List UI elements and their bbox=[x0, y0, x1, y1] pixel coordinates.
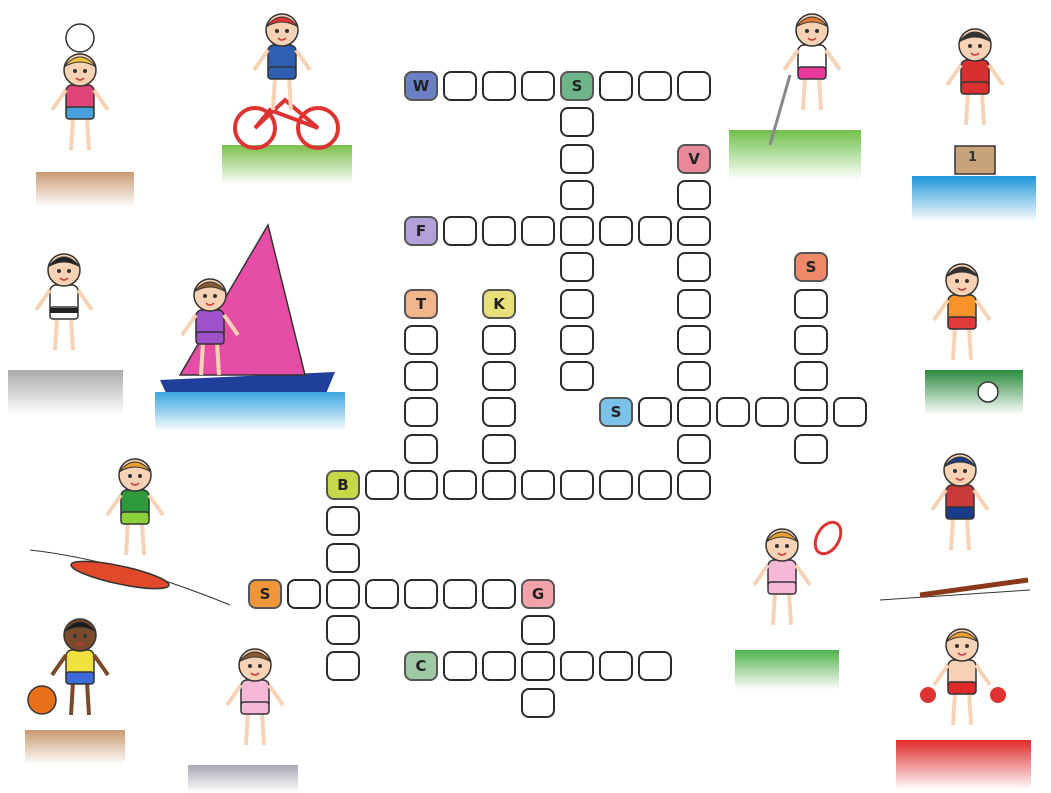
crossword-cell[interactable] bbox=[404, 325, 438, 355]
crossword-cell[interactable] bbox=[794, 289, 828, 319]
crossword-cell[interactable] bbox=[443, 651, 477, 681]
ice-skater-icon bbox=[188, 649, 298, 793]
crossword-cell[interactable] bbox=[560, 470, 594, 500]
crossword-cell[interactable] bbox=[287, 579, 321, 609]
crossword-cell[interactable] bbox=[482, 651, 516, 681]
crossword-cell[interactable] bbox=[560, 144, 594, 174]
clue-start-cell-w-across-top[interactable]: W bbox=[404, 71, 438, 101]
crossword-cell[interactable] bbox=[638, 71, 672, 101]
crossword-cell[interactable] bbox=[638, 397, 672, 427]
crossword-cell[interactable] bbox=[326, 543, 360, 573]
crossword-cell[interactable] bbox=[482, 325, 516, 355]
crossword-cell[interactable] bbox=[326, 651, 360, 681]
podium-label: 1 bbox=[968, 150, 978, 165]
crossword-cell[interactable] bbox=[521, 71, 555, 101]
crossword-cell[interactable] bbox=[638, 216, 672, 246]
crossword-cell[interactable] bbox=[677, 434, 711, 464]
crossword-cell[interactable] bbox=[404, 397, 438, 427]
clue-start-cell-f-across[interactable]: F bbox=[404, 216, 438, 246]
skier-icon bbox=[880, 454, 1030, 600]
crossword-cell[interactable] bbox=[560, 289, 594, 319]
crossword-cell[interactable] bbox=[482, 434, 516, 464]
volleyball-player-icon bbox=[36, 24, 134, 207]
crossword-cell[interactable] bbox=[404, 361, 438, 391]
clue-start-cell-s-across-middle[interactable]: S bbox=[599, 397, 633, 427]
crossword-cell[interactable] bbox=[482, 71, 516, 101]
crossword-cell[interactable] bbox=[521, 651, 555, 681]
crossword-cell[interactable] bbox=[560, 361, 594, 391]
crossword-cell[interactable] bbox=[326, 506, 360, 536]
cyclist-icon bbox=[222, 14, 352, 185]
crossword-cell[interactable] bbox=[794, 397, 828, 427]
crossword-cell[interactable] bbox=[560, 107, 594, 137]
windsurfer-icon bbox=[155, 225, 345, 432]
crossword-cell[interactable] bbox=[794, 361, 828, 391]
clue-start-cell-c-across[interactable]: C bbox=[404, 651, 438, 681]
crossword-cell[interactable] bbox=[677, 216, 711, 246]
crossword-cell[interactable] bbox=[677, 361, 711, 391]
crossword-cell[interactable] bbox=[599, 651, 633, 681]
clue-start-cell-v-down[interactable]: V bbox=[677, 144, 711, 174]
crossword-cell[interactable] bbox=[794, 434, 828, 464]
crossword-cell[interactable] bbox=[521, 470, 555, 500]
crossword-cell[interactable] bbox=[560, 252, 594, 282]
crossword-cell[interactable] bbox=[443, 579, 477, 609]
clue-start-cell-s-across-lower[interactable]: S bbox=[248, 579, 282, 609]
crossword-cell[interactable] bbox=[443, 71, 477, 101]
crossword-cell[interactable] bbox=[482, 470, 516, 500]
crossword-cell[interactable] bbox=[716, 397, 750, 427]
crossword-cell[interactable] bbox=[638, 651, 672, 681]
crossword-cell[interactable] bbox=[677, 397, 711, 427]
clue-start-cell-s-down-center[interactable]: S bbox=[560, 71, 594, 101]
crossword-cell[interactable] bbox=[482, 397, 516, 427]
basketball-player-icon bbox=[25, 619, 125, 765]
clue-start-cell-g-down[interactable]: G bbox=[521, 579, 555, 609]
crossword-cell[interactable] bbox=[677, 71, 711, 101]
crossword-cell[interactable] bbox=[521, 615, 555, 645]
crossword-cell[interactable] bbox=[482, 216, 516, 246]
crossword-cell[interactable] bbox=[599, 216, 633, 246]
crossword-cell[interactable] bbox=[482, 579, 516, 609]
crossword-cell[interactable] bbox=[326, 615, 360, 645]
crossword-cell[interactable] bbox=[365, 579, 399, 609]
crossword-cell[interactable] bbox=[560, 325, 594, 355]
crossword-cell[interactable] bbox=[638, 470, 672, 500]
crossword-cell[interactable] bbox=[599, 71, 633, 101]
crossword-cell[interactable] bbox=[560, 651, 594, 681]
golfer-icon bbox=[729, 14, 861, 180]
crossword-cell[interactable] bbox=[677, 180, 711, 210]
crossword-cell[interactable] bbox=[599, 470, 633, 500]
crossword-cell[interactable] bbox=[677, 289, 711, 319]
crossword-cell[interactable] bbox=[794, 325, 828, 355]
karate-kid-icon bbox=[8, 254, 123, 415]
clue-start-cell-s-down-right[interactable]: S bbox=[794, 252, 828, 282]
crossword-cell[interactable] bbox=[404, 579, 438, 609]
crossword-cell[interactable] bbox=[326, 579, 360, 609]
crossword-cell[interactable] bbox=[443, 470, 477, 500]
crossword-cell[interactable] bbox=[521, 688, 555, 718]
crossword-cell[interactable] bbox=[833, 397, 867, 427]
crossword-cell[interactable] bbox=[677, 470, 711, 500]
crossword-cell[interactable] bbox=[443, 216, 477, 246]
snowboarder-icon bbox=[30, 459, 230, 605]
crossword-cell[interactable] bbox=[404, 434, 438, 464]
soccer-player-icon bbox=[925, 264, 1023, 415]
crossword-cell[interactable] bbox=[521, 216, 555, 246]
boxer-icon bbox=[896, 629, 1031, 790]
swimmer-on-podium-icon bbox=[912, 29, 1036, 222]
clue-start-cell-b-across[interactable]: B bbox=[326, 470, 360, 500]
crossword-cell[interactable] bbox=[677, 325, 711, 355]
crossword-cell[interactable] bbox=[365, 470, 399, 500]
crossword-cell[interactable] bbox=[560, 216, 594, 246]
crossword-cell[interactable] bbox=[755, 397, 789, 427]
crossword-cell[interactable] bbox=[482, 361, 516, 391]
clue-start-cell-k-down[interactable]: K bbox=[482, 289, 516, 319]
crossword-cell[interactable] bbox=[560, 180, 594, 210]
crossword-cell[interactable] bbox=[677, 252, 711, 282]
tennis-player-icon bbox=[735, 518, 846, 690]
clue-start-cell-t-down[interactable]: T bbox=[404, 289, 438, 319]
crossword-cell[interactable] bbox=[404, 470, 438, 500]
